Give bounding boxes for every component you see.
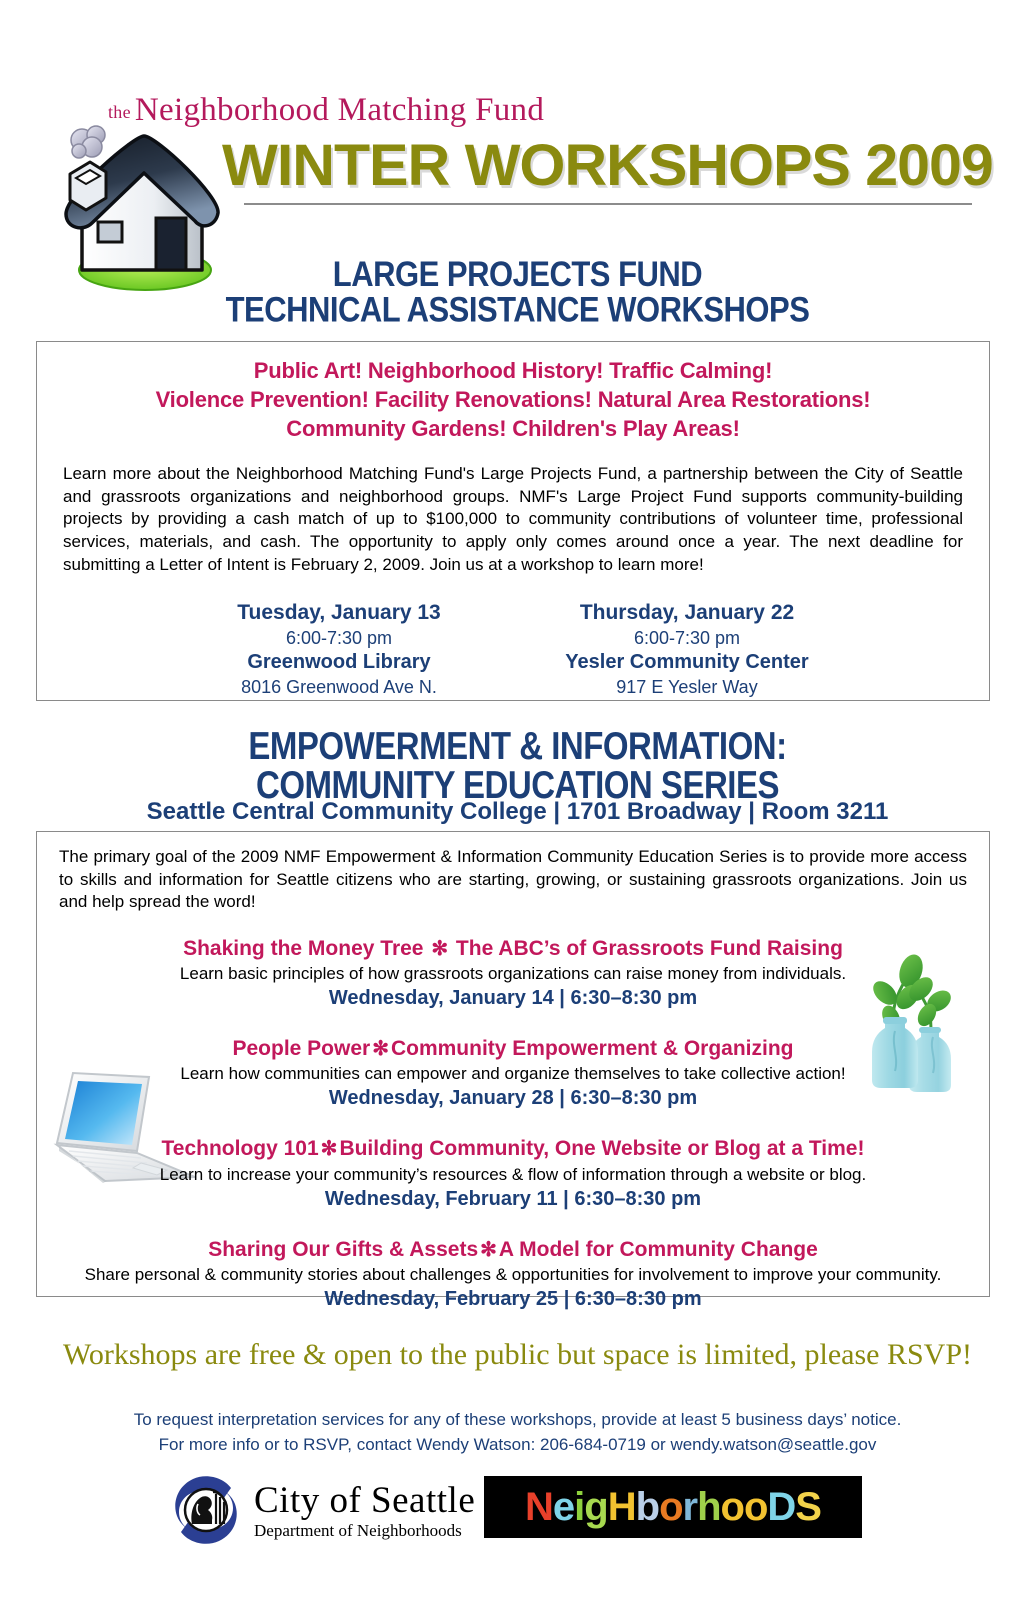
nbh-letter-h: h	[697, 1485, 721, 1529]
workshop-3-description: Learn to increase your community’s resources & flow of information through a website or blog.	[159, 1164, 867, 1184]
lpf-heading-line1: LARGE PROJECTS FUND	[332, 253, 703, 294]
large-projects-fund-box	[36, 341, 990, 701]
nbh-letter-r: r	[682, 1485, 698, 1529]
contact-line-2: For more info or to RSVP, contact Wendy Watson: 206-684-0719 or wendy.watson@seattle.gov	[158, 1434, 877, 1454]
event-1-venue: Greenwood Library	[247, 651, 431, 674]
nmf-title-main: Neighborhood Matching Fund	[134, 92, 545, 128]
nbh-letter-i: i	[574, 1485, 585, 1529]
nbh-letter-N: N	[525, 1485, 553, 1529]
education-series-box	[36, 831, 990, 1310]
event-2-venue: Yesler Community Center	[565, 651, 809, 674]
city-of-seattle-logo	[168, 1472, 475, 1548]
topics-line-1: Public Art! Neighborhood History! Traffic Calming!	[253, 358, 773, 383]
event-1-address: 8016 Greenwood Ave N.	[241, 676, 437, 697]
neighborhoods-logo-letters	[484, 1476, 862, 1538]
workshop-3-title-b: Building Community, One Website or Blog at a Time!	[339, 1137, 865, 1161]
event-1-time: 6:00-7:30 pm	[285, 628, 393, 649]
workshop-2-title-b: Community Empowerment & Organizing	[390, 1037, 794, 1061]
star-icon: ✻	[320, 1138, 338, 1161]
workshop-4-title-a: Sharing Our Gifts & Assets	[208, 1237, 479, 1261]
nbh-letter-o3: o	[743, 1485, 768, 1529]
workshop-item	[37, 1036, 989, 1110]
contact-line-1: To request interpretation services for any of these workshops, provide at least 5 business days’ notice.	[133, 1410, 902, 1429]
star-icon: ✻	[480, 1238, 497, 1261]
large-projects-fund-heading	[0, 253, 1035, 330]
footer-logos	[0, 1468, 1035, 1568]
nmf-title-the: the	[108, 102, 131, 122]
lpf-heading-line2: TECHNICAL ASSISTANCE WORKSHOPS	[225, 289, 810, 330]
large-projects-paragraph: Learn more about the Neighborhood Matching Fund's Large Projects Fund, a partnership between the City of Seattle and grassroots organizations and neighborhood groups. NMF's Large Project Fund supports community-building projects by providing a cash match of up to $100,000 to community contributions of volunteer time, professional services, materials, and cash. The opportunity to apply only comes around once a year. The next deadline for submitting a Letter of Intent is February 2, 2009. Join us at a workshop to learn more!	[63, 464, 963, 574]
nbh-letter-g: g	[584, 1485, 608, 1529]
header	[0, 0, 1035, 330]
workshop-event-2	[557, 600, 817, 699]
workshop-item	[37, 1237, 989, 1311]
workshop-dates	[37, 600, 989, 699]
workshop-2-description: Learn how communities can empower and organize themselves to take collective action!	[180, 1064, 846, 1084]
workshop-3-datetime: Wednesday, February 11 | 6:30–8:30 pm	[324, 1187, 702, 1210]
neighborhoods-logo	[484, 1476, 862, 1538]
event-2-time: 6:00-7:30 pm	[633, 628, 741, 649]
nbh-letter-D: D	[767, 1485, 796, 1529]
empowerment-location: Seattle Central Community College | 1701 Broadway | Room 3211	[146, 798, 889, 825]
workshop-1-datetime: Wednesday, January 14 | 6:30–8:30 pm	[328, 987, 698, 1010]
workshop-1-title-a: Shaking the Money Tree	[183, 936, 430, 960]
event-2-address: 917 E Yesler Way	[616, 676, 758, 697]
city-of-seattle-name: City of Seattle	[254, 1479, 476, 1521]
nbh-letter-S: S	[795, 1485, 821, 1529]
workshop-1-title-b: The ABC’s of Grassroots Fund Raising	[450, 936, 843, 960]
workshop-2-title-a: People Power	[232, 1037, 371, 1061]
city-of-seattle-text	[254, 1479, 476, 1540]
nmf-title	[108, 92, 544, 129]
contact-info	[0, 1408, 1035, 1457]
workshop-3-title-a: Technology 101	[161, 1137, 319, 1161]
empowerment-heading	[0, 723, 1035, 807]
seattle-city-seal-icon	[168, 1472, 244, 1548]
workshop-2-datetime: Wednesday, January 28 | 6:30–8:30 pm	[328, 1087, 698, 1110]
star-icon: ✻	[431, 937, 449, 960]
workshop-1-title	[37, 936, 989, 961]
header-divider-rule	[244, 203, 972, 205]
nbh-letter-b: b	[635, 1485, 660, 1529]
empowerment-heading-line2: COMMUNITY EDUCATION SERIES	[256, 762, 779, 807]
nbh-letter-H: H	[607, 1485, 636, 1529]
rsvp-headline: Workshops are free & open to the public but space is limited, please RSVP!	[62, 1338, 973, 1371]
winter-workshops-title: WINTER WORKSHOPS 2009	[222, 133, 993, 198]
topics-line-2: Violence Prevention! Facility Renovations! Natural Area Restorations!	[155, 387, 871, 413]
workshop-2-title	[37, 1036, 989, 1061]
empowerment-heading-line1: EMPOWERMENT & INFORMATION:	[248, 723, 787, 768]
topics-list	[37, 342, 989, 443]
star-icon: ✻	[372, 1038, 389, 1061]
workshops-list	[37, 936, 989, 1311]
workshop-item	[37, 1136, 989, 1210]
nbh-letter-o2: o	[720, 1485, 744, 1529]
department-of-neighborhoods-name: Department of Neighborhoods	[254, 1520, 462, 1540]
nbh-letter-e: e	[552, 1485, 575, 1529]
event-1-date: Tuesday, January 13	[237, 601, 441, 625]
workshop-item	[37, 936, 989, 1010]
workshop-3-title	[37, 1136, 989, 1161]
nbh-letter-o1: o	[659, 1485, 683, 1529]
workshop-event-1	[209, 600, 469, 699]
topics-line-3: Community Gardens! Children's Play Areas!	[286, 416, 740, 442]
event-2-date: Thursday, January 22	[579, 601, 795, 625]
workshop-4-title	[37, 1237, 989, 1262]
workshop-4-description: Share personal & community stories about challenges & opportunities for involvement to improve your community.	[84, 1264, 942, 1284]
workshop-4-datetime: Wednesday, February 25 | 6:30–8:30 pm	[324, 1287, 702, 1310]
education-series-paragraph: The primary goal of the 2009 NMF Empowerment & Information Community Education Series is to provide more access to skills and information for Seattle citizens who are starting, growing, or sustaining grassroots organizations. Join us and help spread the word!	[59, 847, 967, 912]
workshop-1-description: Learn basic principles of how grassroots organizations can raise money from individuals.	[179, 964, 847, 984]
workshop-4-title-b: A Model for Community Change	[498, 1237, 818, 1261]
